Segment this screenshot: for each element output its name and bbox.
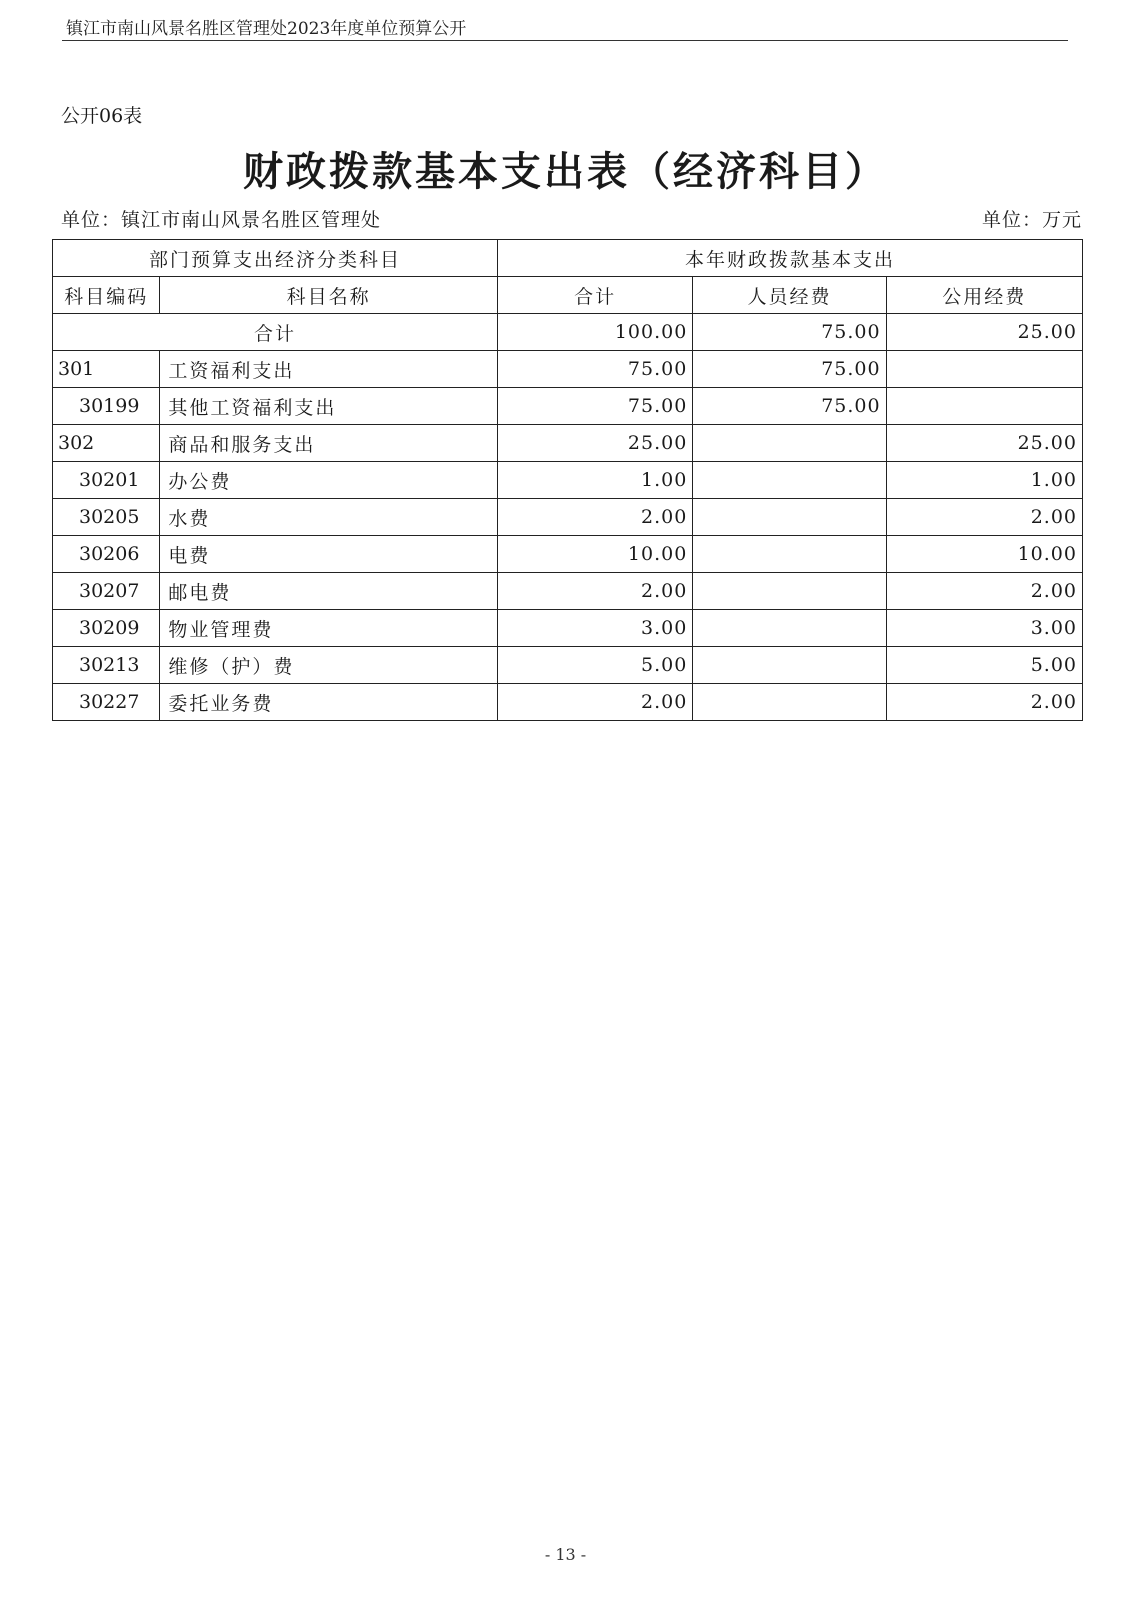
row-public: 3.00: [886, 610, 1082, 647]
table-row: [53, 388, 1083, 425]
row-personnel: [693, 684, 886, 721]
table-row: [53, 536, 1083, 573]
row-public: 5.00: [886, 647, 1082, 684]
row-name: 物业管理费: [160, 610, 498, 647]
table-row: [53, 610, 1083, 647]
row-name: 其他工资福利支出: [160, 388, 498, 425]
row-public: 2.00: [886, 684, 1082, 721]
total-public: 25.00: [886, 314, 1082, 351]
row-code: 30206: [53, 536, 160, 573]
row-total: 75.00: [497, 351, 692, 388]
row-public: 10.00: [886, 536, 1082, 573]
row-code: 30213: [53, 647, 160, 684]
row-total: 1.00: [497, 462, 692, 499]
row-code: 30205: [53, 499, 160, 536]
row-code: 30227: [53, 684, 160, 721]
total-row: [53, 314, 1083, 351]
row-total: 2.00: [497, 684, 692, 721]
page-number: - 13 -: [544, 1545, 587, 1564]
group-header-classification: 部门预算支出经济分类科目: [53, 240, 498, 277]
header-rule: [62, 40, 1068, 41]
row-public: 2.00: [886, 499, 1082, 536]
table-number: 公开06表: [61, 105, 143, 127]
row-personnel: [693, 462, 886, 499]
table-row: [53, 647, 1083, 684]
row-public: [886, 351, 1082, 388]
row-code: 30201: [53, 462, 160, 499]
col-header-public: 公用经费: [886, 277, 1082, 314]
row-code: 302: [53, 425, 160, 462]
row-personnel: [693, 573, 886, 610]
col-header-personnel: 人员经费: [693, 277, 886, 314]
row-personnel: 75.00: [693, 388, 886, 425]
row-public: [886, 388, 1082, 425]
table-row: [53, 351, 1083, 388]
row-personnel: 75.00: [693, 351, 886, 388]
document-title: 财政拨款基本支出表（经济科目）: [243, 148, 888, 195]
row-name: 办公费: [160, 462, 498, 499]
row-name: 水费: [160, 499, 498, 536]
row-public: 2.00: [886, 573, 1082, 610]
row-personnel: [693, 647, 886, 684]
row-code: 301: [53, 351, 160, 388]
unit-name: 单位：镇江市南山风景名胜区管理处: [61, 209, 382, 231]
row-code: 30199: [53, 388, 160, 425]
row-personnel: [693, 425, 886, 462]
row-name: 电费: [160, 536, 498, 573]
total-label: 合计: [53, 314, 498, 351]
row-public: 25.00: [886, 425, 1082, 462]
total-amount: 100.00: [497, 314, 692, 351]
group-header-row: [53, 240, 1083, 277]
group-header-appropriation: 本年财政拨款基本支出: [497, 240, 1082, 277]
row-personnel: [693, 499, 886, 536]
row-name: 工资福利支出: [160, 351, 498, 388]
table-row: [53, 499, 1083, 536]
total-personnel: 75.00: [693, 314, 886, 351]
row-total: 75.00: [497, 388, 692, 425]
row-name: 商品和服务支出: [160, 425, 498, 462]
col-header-name: 科目名称: [160, 277, 498, 314]
row-code: 30207: [53, 573, 160, 610]
row-name: 维修（护）费: [160, 647, 498, 684]
col-header-code: 科目编码: [53, 277, 160, 314]
running-header: 镇江市南山风景名胜区管理处2023年度单位预算公开: [66, 19, 467, 39]
row-code: 30209: [53, 610, 160, 647]
table-row: [53, 684, 1083, 721]
currency-unit: 单位：万元: [981, 209, 1082, 231]
row-total: 2.00: [497, 499, 692, 536]
col-header-total: 合计: [497, 277, 692, 314]
row-total: 2.00: [497, 573, 692, 610]
row-personnel: [693, 536, 886, 573]
row-total: 25.00: [497, 425, 692, 462]
row-total: 10.00: [497, 536, 692, 573]
row-public: 1.00: [886, 462, 1082, 499]
row-name: 邮电费: [160, 573, 498, 610]
column-header-row: [53, 277, 1083, 314]
table-row: [53, 425, 1083, 462]
row-personnel: [693, 610, 886, 647]
row-name: 委托业务费: [160, 684, 498, 721]
row-total: 5.00: [497, 647, 692, 684]
table-row: [53, 462, 1083, 499]
row-total: 3.00: [497, 610, 692, 647]
budget-table: [52, 239, 1083, 721]
table-row: [53, 573, 1083, 610]
